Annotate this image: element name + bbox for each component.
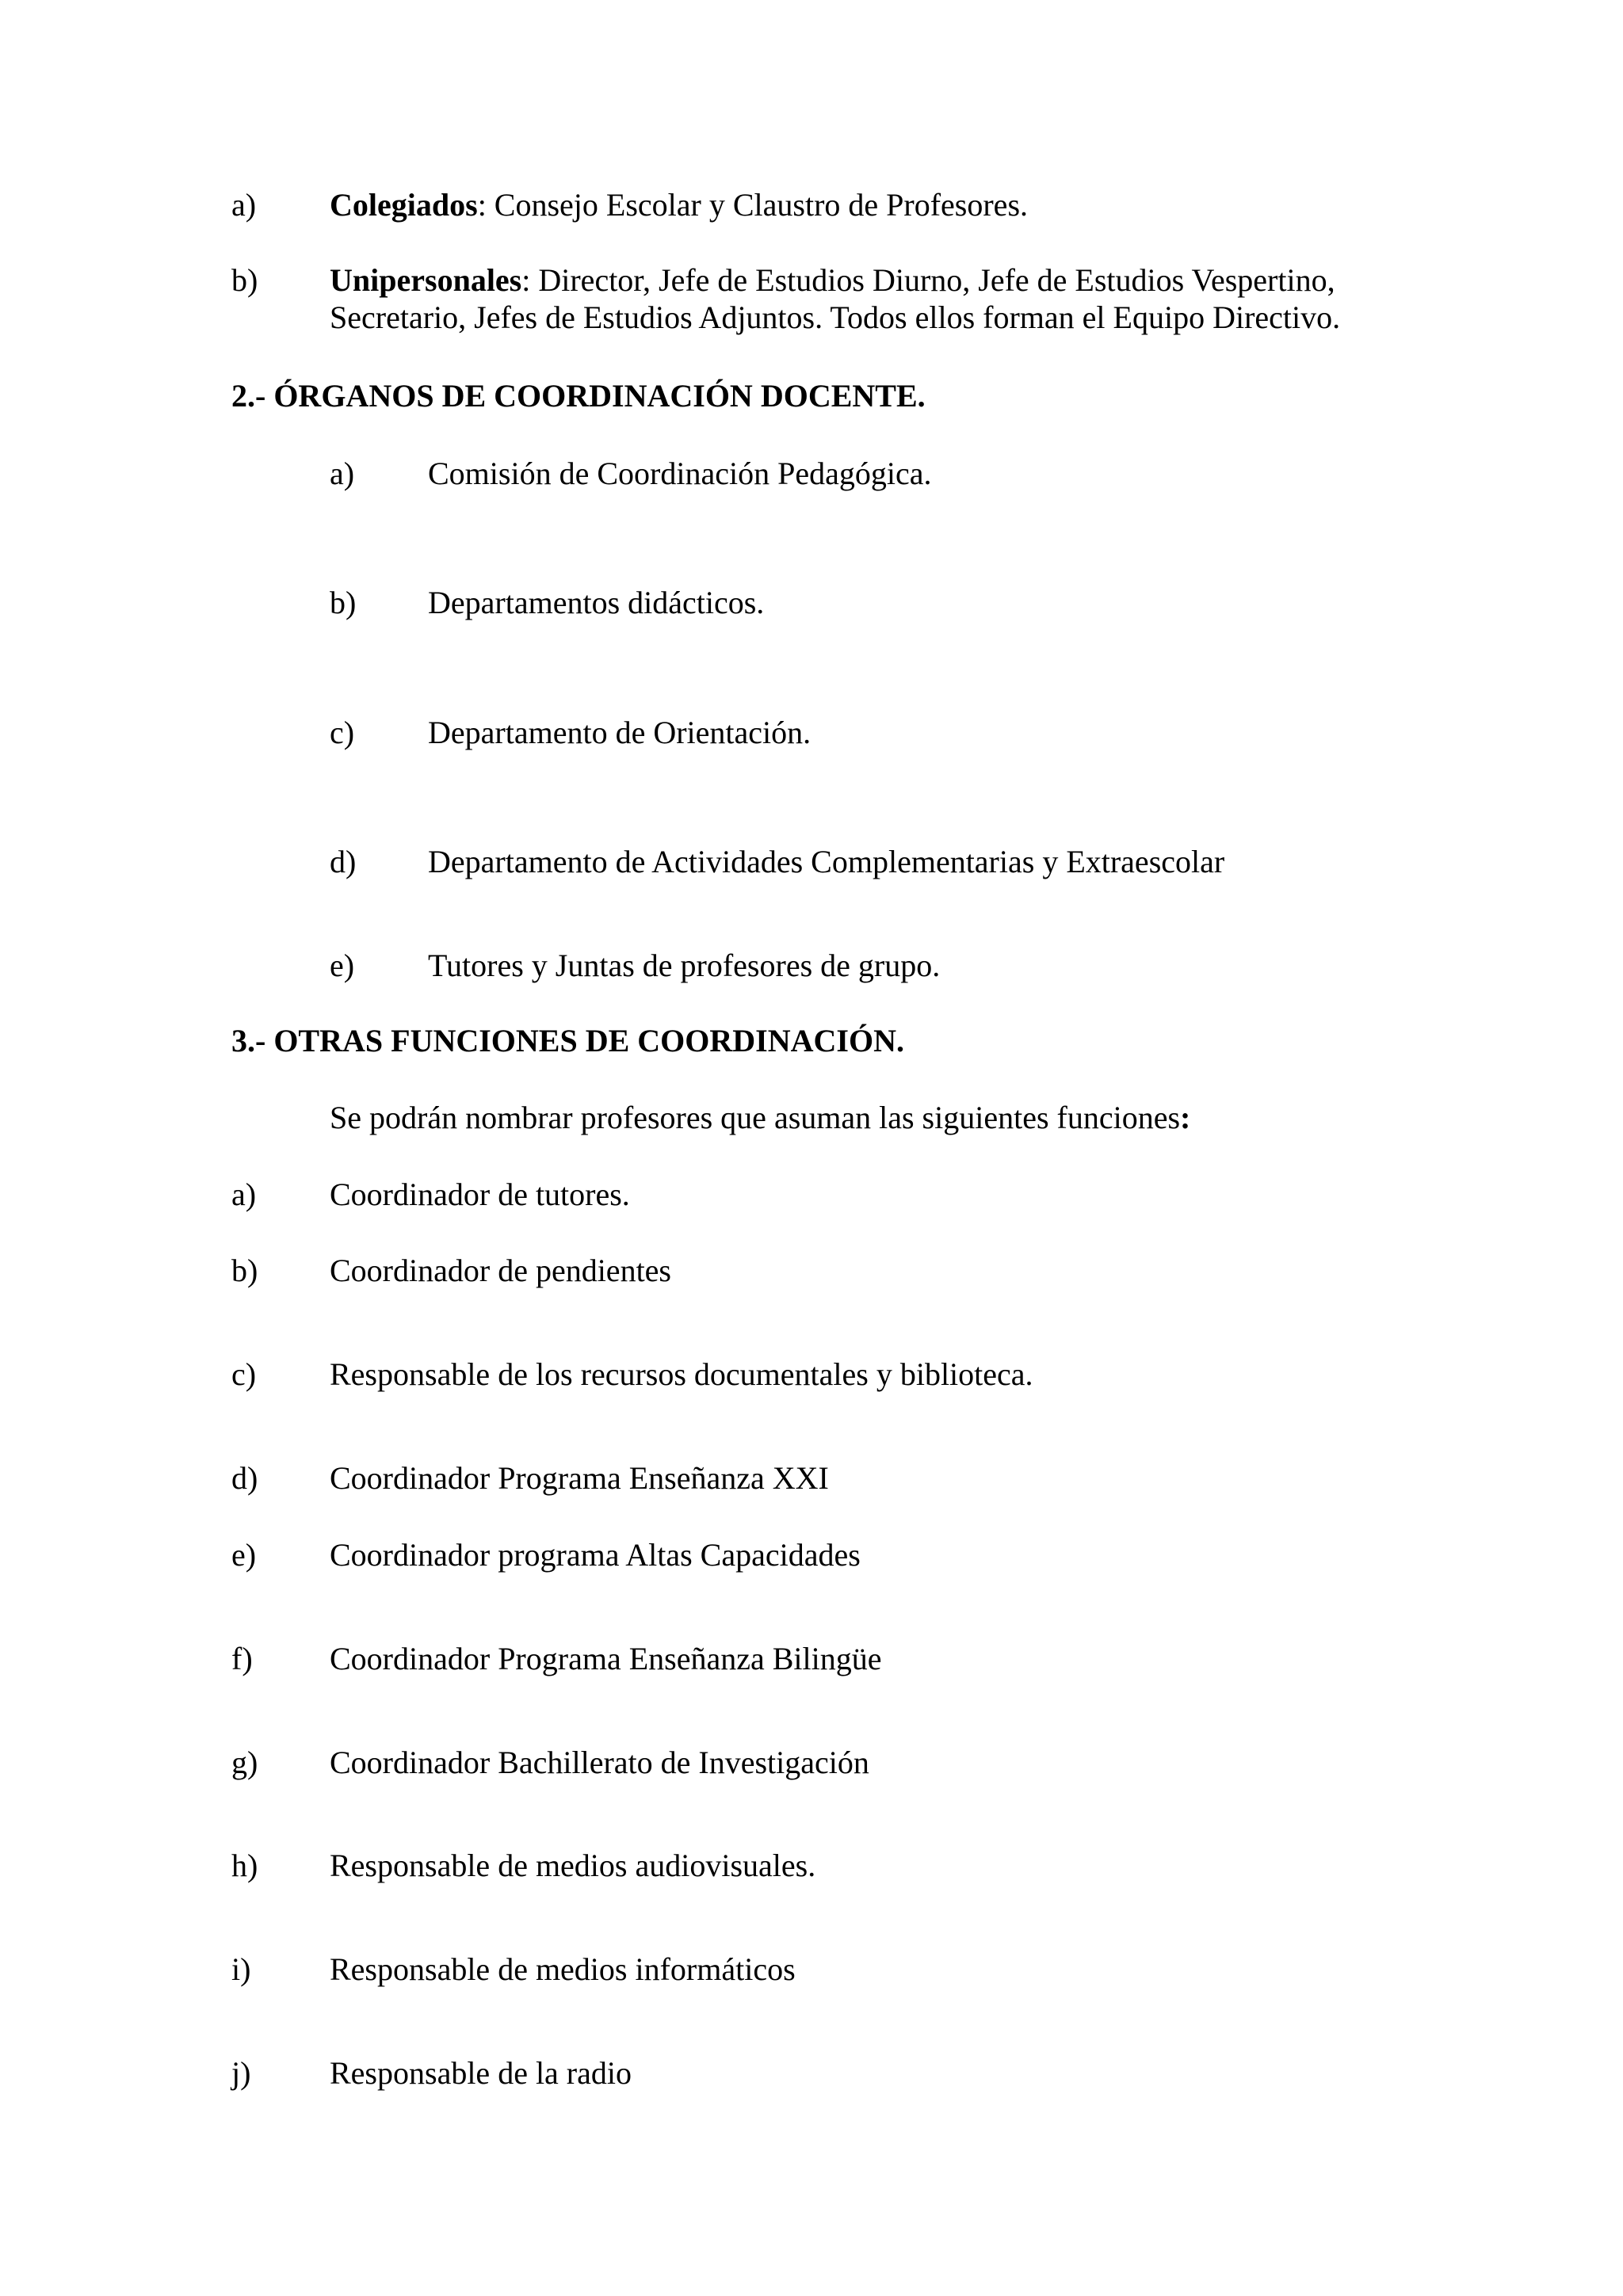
item-label: f): [231, 1641, 253, 1676]
intro-colon: :: [1180, 1100, 1191, 1135]
list-item: Coordinador Bachillerato de Investigación: [330, 1745, 869, 1780]
list-item: Responsable de medios audiovisuales.: [330, 1848, 816, 1883]
item-label: a): [330, 456, 355, 491]
list-item: Departamento de Orientación.: [428, 715, 812, 750]
list-item: Departamento de Actividades Complementarias y Extraescolar: [428, 844, 1225, 879]
item-label: c): [231, 1356, 257, 1392]
section-heading: 2.- ÓRGANOS DE COORDINACIÓN DOCENTE.: [231, 378, 926, 414]
list-item: Responsable de los recursos documentales y biblioteca.: [330, 1356, 1033, 1392]
item-text: : Director, Jefe de Estudios Diurno, Jefe de Estudios Vespertino,: [521, 262, 1335, 298]
item-label: g): [231, 1745, 258, 1780]
list-item: Responsable de medios informáticos: [330, 1951, 796, 1987]
list-item: Coordinador Programa Enseñanza Bilingüe: [330, 1641, 882, 1676]
list-item: Coordinador Programa Enseñanza XXI: [330, 1460, 829, 1496]
list-item: Coordinador de pendientes: [330, 1253, 671, 1288]
list-item: Responsable de la radio: [330, 2055, 632, 2091]
section-intro: [330, 1099, 1190, 1137]
list-item: Comisión de Coordinación Pedagógica.: [428, 456, 932, 491]
list-item: Coordinador programa Altas Capacidades: [330, 1537, 861, 1573]
item-term: Colegiados: [330, 187, 478, 223]
item-label: b): [231, 1253, 258, 1288]
item-label: h): [231, 1848, 258, 1883]
item-term: Unipersonales: [330, 262, 522, 298]
list-item: Tutores y Juntas de profesores de grupo.: [428, 948, 941, 983]
list-item: [330, 261, 1335, 299]
item-label: e): [231, 1537, 257, 1573]
intro-text: Se podrán nombrar profesores que asuman las siguientes funciones: [330, 1100, 1181, 1135]
item-label: a): [231, 187, 257, 223]
item-label: i): [231, 1951, 251, 1987]
item-label: e): [330, 948, 355, 983]
item-text: : Consejo Escolar y Claustro de Profesores.: [477, 187, 1029, 223]
section-heading: 3.- OTRAS FUNCIONES DE COORDINACIÓN.: [231, 1023, 904, 1058]
item-label: b): [330, 585, 357, 620]
list-item: Departamentos didácticos.: [428, 585, 765, 620]
item-label: j): [231, 2055, 251, 2091]
item-label: c): [330, 715, 355, 750]
item-label: a): [231, 1177, 257, 1212]
item-label: d): [330, 844, 357, 879]
item-label: d): [231, 1460, 258, 1496]
item-label: b): [231, 262, 258, 298]
item-text-continuation: Secretario, Jefes de Estudios Adjuntos. Todos ellos forman el Equipo Directivo.: [330, 299, 1341, 335]
list-item: [330, 186, 1028, 224]
list-item: Coordinador de tutores.: [330, 1177, 630, 1212]
